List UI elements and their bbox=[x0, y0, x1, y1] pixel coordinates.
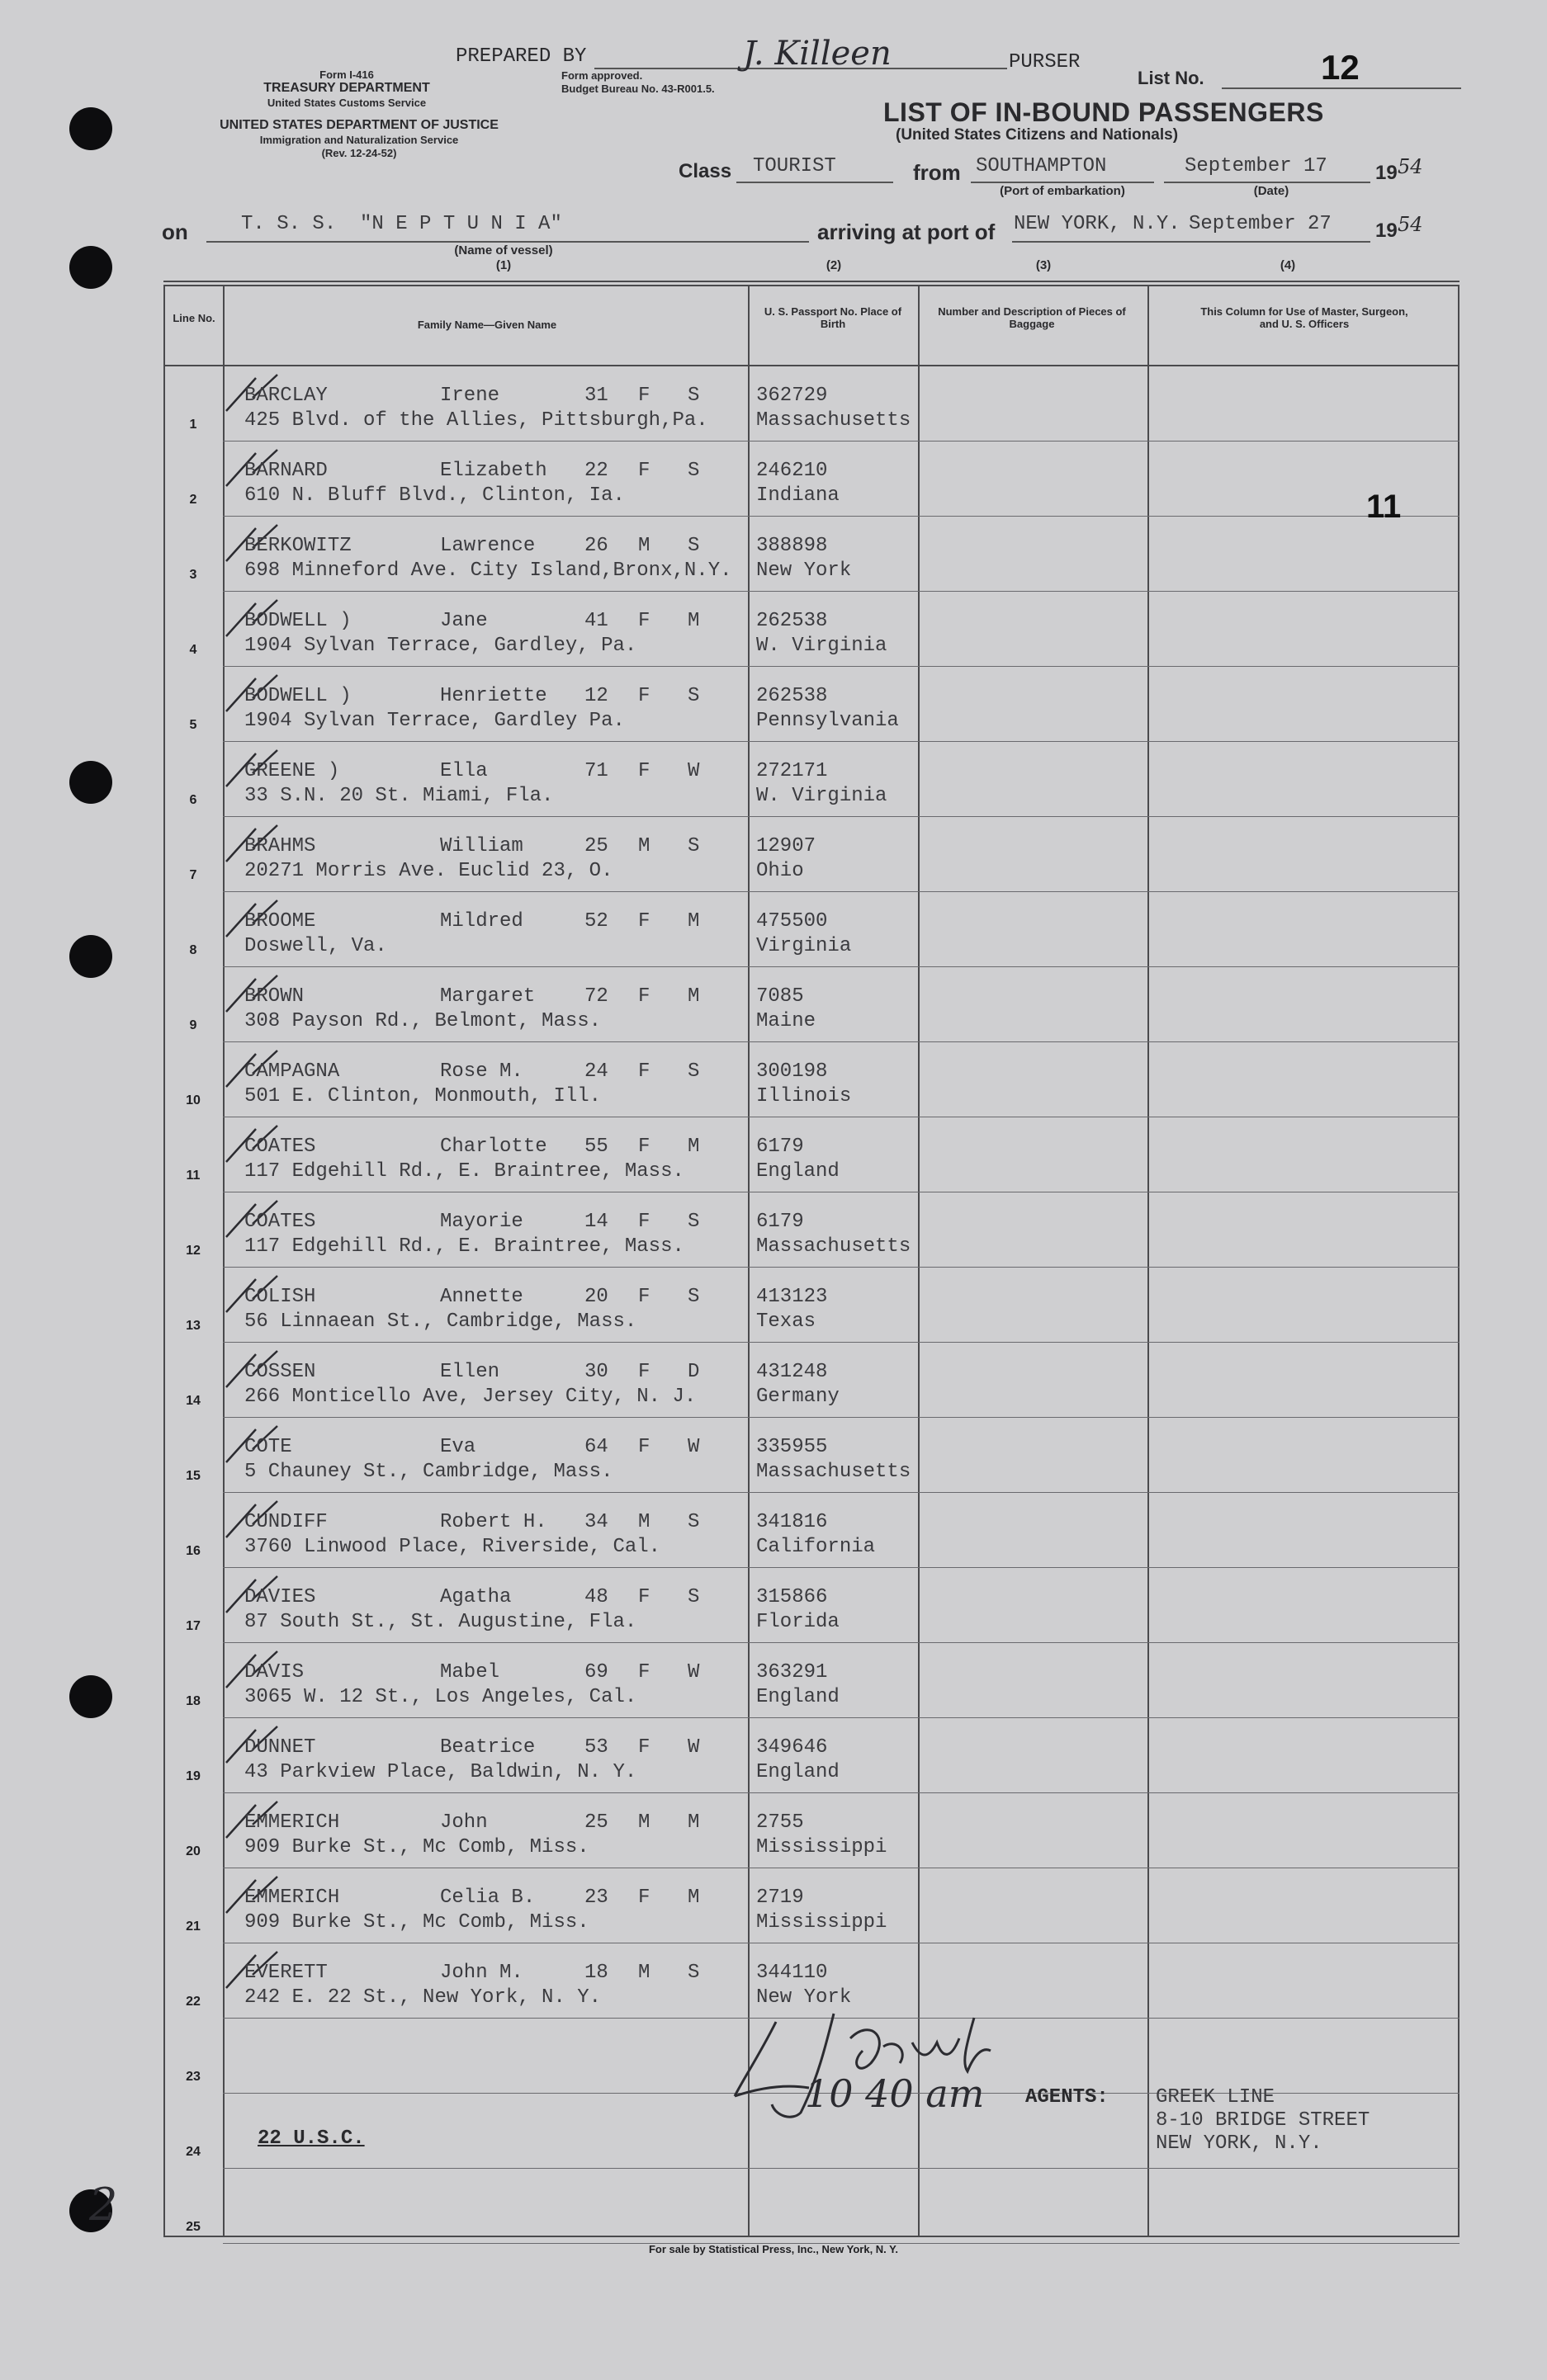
passport-number: 262538 bbox=[756, 685, 828, 707]
family-name: COATES bbox=[244, 1136, 316, 1158]
marital-status: S bbox=[688, 1060, 700, 1083]
caption-2: (2) bbox=[826, 258, 842, 272]
family-name: CUNDIFF bbox=[244, 1511, 328, 1533]
place-of-birth: Maine bbox=[756, 1010, 816, 1032]
caption-4: (4) bbox=[1280, 258, 1296, 272]
age: 52 bbox=[584, 910, 608, 933]
family-name: COSSEN bbox=[244, 1361, 316, 1383]
form-id: Form I-416 bbox=[319, 68, 374, 81]
list-number: 12 bbox=[1321, 48, 1360, 87]
family-name: BARCLAY bbox=[244, 385, 328, 407]
punch-hole bbox=[69, 935, 112, 978]
family-name: DAVIS bbox=[244, 1661, 305, 1683]
address: 501 E. Clinton, Monmouth, Ill. bbox=[244, 1085, 602, 1107]
marital-status: W bbox=[688, 760, 700, 782]
address: 43 Parkview Place, Baldwin, N. Y. bbox=[244, 1761, 637, 1783]
sex: M bbox=[638, 1962, 650, 1984]
sex: F bbox=[638, 685, 650, 707]
treasury-department: TREASURY DEPARTMENT bbox=[263, 81, 430, 95]
age: 12 bbox=[584, 685, 608, 707]
place-of-birth: England bbox=[756, 1761, 840, 1783]
age: 25 bbox=[584, 835, 608, 857]
arriving-label: arriving at port of bbox=[817, 220, 996, 244]
age: 69 bbox=[584, 1661, 608, 1683]
prepared-by-label: PREPARED BY bbox=[456, 45, 587, 68]
embarkation-date: September 17 bbox=[1185, 155, 1327, 177]
table-row bbox=[163, 1643, 1459, 1718]
address: 87 South St., St. Augustine, Fla. bbox=[244, 1611, 637, 1633]
line-number: 5 bbox=[189, 718, 197, 732]
sex: M bbox=[638, 835, 650, 857]
sex: F bbox=[638, 760, 650, 782]
family-name: EVERETT bbox=[244, 1962, 328, 1984]
given-name: John bbox=[440, 1811, 488, 1834]
given-name: Ellen bbox=[440, 1361, 500, 1383]
address: 5 Chauney St., Cambridge, Mass. bbox=[244, 1461, 613, 1483]
address: 3760 Linwood Place, Riverside, Cal. bbox=[244, 1536, 661, 1558]
marital-status: W bbox=[688, 1436, 700, 1458]
address: 698 Minneford Ave. City Island,Bronx,N.Y. bbox=[244, 560, 732, 582]
marital-status: S bbox=[688, 835, 700, 857]
family-name: COTE bbox=[244, 1436, 292, 1458]
sex: F bbox=[638, 910, 650, 933]
table-row bbox=[163, 442, 1459, 517]
table-row bbox=[163, 1343, 1459, 1418]
table-row bbox=[163, 1268, 1459, 1343]
document-title: LIST OF IN-BOUND PASSENGERS bbox=[883, 97, 1324, 127]
place-of-birth: Florida bbox=[756, 1611, 840, 1633]
marital-status: M bbox=[688, 1136, 700, 1158]
punch-hole bbox=[69, 246, 112, 289]
sex: F bbox=[638, 460, 650, 482]
given-name: Mabel bbox=[440, 1661, 500, 1683]
col-header-officers: This Column for Use of Master, Surgeon, and U. S. Officers bbox=[1200, 305, 1408, 330]
marital-status: M bbox=[688, 1887, 700, 1909]
place-of-birth: England bbox=[756, 1160, 840, 1183]
address: 33 S.N. 20 St. Miami, Fla. bbox=[244, 785, 554, 807]
age: 23 bbox=[584, 1887, 608, 1909]
list-no-line bbox=[1222, 87, 1461, 89]
from-label: from bbox=[913, 160, 961, 185]
vessel-line bbox=[206, 241, 809, 243]
age: 31 bbox=[584, 385, 608, 407]
place-of-birth: Massachusetts bbox=[756, 1461, 911, 1483]
immigration-service: Immigration and Naturalization Service bbox=[259, 134, 459, 146]
line-number: 9 bbox=[189, 1018, 197, 1032]
table-row bbox=[163, 366, 1459, 442]
line-number: 4 bbox=[189, 643, 197, 657]
given-name: Margaret bbox=[440, 985, 536, 1008]
place-of-birth: Texas bbox=[756, 1310, 816, 1333]
class-label: Class bbox=[679, 160, 732, 182]
table-row bbox=[163, 1793, 1459, 1868]
age: 26 bbox=[584, 535, 608, 557]
age: 71 bbox=[584, 760, 608, 782]
table-row bbox=[163, 592, 1459, 667]
marital-status: M bbox=[688, 610, 700, 632]
justice-department: UNITED STATES DEPARTMENT OF JUSTICE bbox=[220, 118, 499, 132]
port-of-embarkation: SOUTHAMPTON bbox=[976, 155, 1107, 177]
sex: F bbox=[638, 1586, 650, 1608]
marital-status: S bbox=[688, 535, 700, 557]
passport-number: 300198 bbox=[756, 1060, 828, 1083]
prepared-by-signature: J. Killeen bbox=[743, 35, 892, 73]
given-name: Jane bbox=[440, 610, 488, 632]
sex: F bbox=[638, 985, 650, 1008]
line-number: 10 bbox=[186, 1093, 201, 1107]
line-number: 20 bbox=[186, 1844, 201, 1858]
punch-hole bbox=[69, 107, 112, 150]
marital-status: S bbox=[688, 460, 700, 482]
customs-service: United States Customs Service bbox=[267, 97, 427, 109]
agent-line-3: NEW YORK, N.Y. bbox=[1156, 2132, 1322, 2155]
age: 30 bbox=[584, 1361, 608, 1383]
line-number: 13 bbox=[186, 1319, 201, 1333]
address: 266 Monticello Ave, Jersey City, N. J. bbox=[244, 1386, 697, 1408]
age: 72 bbox=[584, 985, 608, 1008]
place-of-birth: Illinois bbox=[756, 1085, 852, 1107]
age: 48 bbox=[584, 1586, 608, 1608]
arrival-line bbox=[1012, 241, 1370, 243]
table-row bbox=[163, 742, 1459, 817]
passport-number: 12907 bbox=[756, 835, 816, 857]
vessel-caption: (Name of vessel) bbox=[454, 243, 553, 257]
given-name: Robert H. bbox=[440, 1511, 547, 1533]
passport-number: 341816 bbox=[756, 1511, 828, 1533]
marital-status: W bbox=[688, 1661, 700, 1683]
line-number: 25 bbox=[186, 2220, 201, 2234]
family-name: BODWELL ) bbox=[244, 610, 352, 632]
arrival-year-prefix: 19 bbox=[1375, 220, 1398, 242]
caption-3: (3) bbox=[1035, 258, 1052, 272]
line-number: 16 bbox=[186, 1544, 201, 1558]
line-number: 21 bbox=[186, 1920, 201, 1934]
marital-status: S bbox=[688, 1962, 700, 1984]
table-row bbox=[163, 967, 1459, 1042]
given-name: Celia B. bbox=[440, 1887, 536, 1909]
place-of-birth: New York bbox=[756, 560, 852, 582]
given-name: Eva bbox=[440, 1436, 476, 1458]
sex: F bbox=[638, 1361, 650, 1383]
table-row bbox=[163, 667, 1459, 742]
passport-number: 388898 bbox=[756, 535, 828, 557]
table-row bbox=[163, 1493, 1459, 1568]
line-number: 1 bbox=[189, 418, 197, 432]
family-name: BARNARD bbox=[244, 460, 328, 482]
place-of-birth: California bbox=[756, 1536, 876, 1558]
place-of-birth: Ohio bbox=[756, 860, 804, 882]
sex: M bbox=[638, 1811, 650, 1834]
list-no-label: List No. bbox=[1138, 68, 1204, 88]
passport-number: 6179 bbox=[756, 1136, 804, 1158]
family-name: CAMPAGNA bbox=[244, 1060, 340, 1083]
date-line bbox=[1164, 182, 1370, 183]
line-number: 22 bbox=[186, 1995, 201, 2009]
given-name: John M. bbox=[440, 1962, 523, 1984]
passport-number: 2719 bbox=[756, 1887, 804, 1909]
year-suffix: 54 bbox=[1398, 155, 1423, 178]
budget-bureau: Budget Bureau No. 43-R001.5. bbox=[561, 83, 715, 95]
place-of-birth: W. Virginia bbox=[756, 785, 887, 807]
passport-number: 246210 bbox=[756, 460, 828, 482]
table-row bbox=[163, 1568, 1459, 1643]
place-of-birth: England bbox=[756, 1686, 840, 1708]
age: 25 bbox=[584, 1811, 608, 1834]
address: 56 Linnaean St., Cambridge, Mass. bbox=[244, 1310, 637, 1333]
age: 41 bbox=[584, 610, 608, 632]
table-row bbox=[163, 1718, 1459, 1793]
line-number: 18 bbox=[186, 1694, 201, 1708]
age: 55 bbox=[584, 1136, 608, 1158]
sex: M bbox=[638, 1511, 650, 1533]
family-name: COATES bbox=[244, 1211, 316, 1233]
age: 14 bbox=[584, 1211, 608, 1233]
agent-line-1: GREEK LINE bbox=[1156, 2086, 1275, 2108]
address: Doswell, Va. bbox=[244, 935, 387, 957]
age: 64 bbox=[584, 1436, 608, 1458]
table-row bbox=[163, 2169, 1459, 2244]
col-header-line-no: Line No. bbox=[173, 312, 215, 324]
passport-number: 344110 bbox=[756, 1962, 828, 1984]
marital-status: M bbox=[688, 985, 700, 1008]
from-line bbox=[971, 182, 1154, 183]
address: 610 N. Bluff Blvd., Clinton, Ia. bbox=[244, 484, 625, 507]
arrival-date: September 27 bbox=[1189, 213, 1332, 235]
punch-hole bbox=[69, 761, 112, 804]
punch-hole bbox=[69, 1675, 112, 1718]
given-name: Beatrice bbox=[440, 1736, 536, 1759]
table-row bbox=[163, 1117, 1459, 1192]
address: 242 E. 22 St., New York, N. Y. bbox=[244, 1986, 602, 2009]
officer-mark: 11 bbox=[1366, 489, 1402, 525]
usc-note: 22 U.S.C. bbox=[258, 2127, 365, 2150]
passport-number: 363291 bbox=[756, 1661, 828, 1683]
given-name: Henriette bbox=[440, 685, 547, 707]
address: 308 Payson Rd., Belmont, Mass. bbox=[244, 1010, 602, 1032]
marital-status: W bbox=[688, 1736, 700, 1759]
passport-number: 262538 bbox=[756, 610, 828, 632]
passport-number: 475500 bbox=[756, 910, 828, 933]
date-caption: (Date) bbox=[1253, 184, 1289, 198]
passport-number: 2755 bbox=[756, 1811, 804, 1834]
table-row bbox=[163, 1192, 1459, 1268]
marital-status: S bbox=[688, 685, 700, 707]
marital-status: S bbox=[688, 1211, 700, 1233]
table-row bbox=[163, 892, 1459, 967]
family-name: BODWELL ) bbox=[244, 685, 352, 707]
table-row bbox=[163, 817, 1459, 892]
address: 909 Burke St., Mc Comb, Miss. bbox=[244, 1911, 589, 1934]
family-name: GREENE ) bbox=[244, 760, 340, 782]
arrival-port: NEW YORK, N.Y. bbox=[1014, 213, 1180, 235]
family-name: COLISH bbox=[244, 1286, 316, 1308]
family-name: BROOME bbox=[244, 910, 316, 933]
table-row bbox=[163, 517, 1459, 592]
passport-number: 6179 bbox=[756, 1211, 804, 1233]
family-name: DAVIES bbox=[244, 1586, 316, 1608]
year-prefix: 19 bbox=[1375, 162, 1398, 184]
place-of-birth: Germany bbox=[756, 1386, 840, 1408]
place-of-birth: Mississippi bbox=[756, 1836, 887, 1858]
sex: F bbox=[638, 385, 650, 407]
passport-number: 7085 bbox=[756, 985, 804, 1008]
footer-imprint: For sale by Statistical Press, Inc., New York, N. Y. bbox=[648, 2243, 899, 2255]
marital-status: M bbox=[688, 910, 700, 933]
sex: F bbox=[638, 1436, 650, 1458]
purser-label: PURSER bbox=[1009, 51, 1081, 73]
address: 1904 Sylvan Terrace, Gardley Pa. bbox=[244, 710, 625, 732]
sex: F bbox=[638, 1661, 650, 1683]
passport-number: 335955 bbox=[756, 1436, 828, 1458]
given-name: Ella bbox=[440, 760, 488, 782]
marital-status: S bbox=[688, 385, 700, 407]
family-name: BERKOWITZ bbox=[244, 535, 352, 557]
given-name: Lawrence bbox=[440, 535, 536, 557]
marital-status: M bbox=[688, 1811, 700, 1834]
family-name: DUNNET bbox=[244, 1736, 316, 1759]
given-name: Charlotte bbox=[440, 1136, 547, 1158]
sex: F bbox=[638, 1136, 650, 1158]
address: 117 Edgehill Rd., E. Braintree, Mass. bbox=[244, 1235, 684, 1258]
col-header-name: Family Name—Given Name bbox=[417, 319, 557, 331]
class-value: TOURIST bbox=[753, 155, 836, 177]
document-subtitle: (United States Citizens and Nationals) bbox=[896, 126, 1179, 144]
line-number: 2 bbox=[189, 493, 197, 507]
line-number: 14 bbox=[186, 1394, 201, 1408]
table-row bbox=[163, 1868, 1459, 1943]
place-of-birth: Mississippi bbox=[756, 1911, 887, 1934]
sex: F bbox=[638, 1211, 650, 1233]
line-number: 7 bbox=[189, 868, 197, 882]
passport-number: 315866 bbox=[756, 1586, 828, 1608]
passport-number: 362729 bbox=[756, 385, 828, 407]
table-row bbox=[163, 1418, 1459, 1493]
age: 20 bbox=[584, 1286, 608, 1308]
vessel-name: T. S. S. "N E P T U N I A" bbox=[241, 213, 562, 235]
line-number: 11 bbox=[186, 1169, 201, 1183]
table-top-rule bbox=[163, 281, 1459, 282]
sex: F bbox=[638, 1887, 650, 1909]
port-caption: (Port of embarkation) bbox=[1000, 184, 1125, 198]
address: 1904 Sylvan Terrace, Gardley, Pa. bbox=[244, 635, 637, 657]
place-of-birth: New York bbox=[756, 1986, 852, 2009]
line-number: 15 bbox=[186, 1469, 201, 1483]
address: 20271 Morris Ave. Euclid 23, O. bbox=[244, 860, 613, 882]
agent-line-2: 8-10 BRIDGE STREET bbox=[1156, 2109, 1370, 2132]
line-number: 8 bbox=[189, 943, 197, 957]
given-name: Mildred bbox=[440, 910, 523, 933]
line-number: 6 bbox=[189, 793, 197, 807]
sex: M bbox=[638, 535, 650, 557]
line-number: 12 bbox=[186, 1244, 201, 1258]
form-approved: Form approved. bbox=[561, 69, 643, 82]
family-name: EMMERICH bbox=[244, 1887, 340, 1909]
place-of-birth: Virginia bbox=[756, 935, 852, 957]
address: 425 Blvd. of the Allies, Pittsburgh,Pa. bbox=[244, 409, 708, 432]
class-line bbox=[736, 182, 893, 183]
sex: F bbox=[638, 1060, 650, 1083]
given-name: Mayorie bbox=[440, 1211, 523, 1233]
passport-number: 272171 bbox=[756, 760, 828, 782]
place-of-birth: W. Virginia bbox=[756, 635, 887, 657]
margin-mark: 2 bbox=[89, 2179, 118, 2231]
time-note: 10 40 am bbox=[805, 2071, 985, 2116]
place-of-birth: Massachusetts bbox=[756, 1235, 911, 1258]
col-header-passport: U. S. Passport No. Place of Birth bbox=[764, 305, 902, 330]
line-number: 19 bbox=[186, 1769, 201, 1783]
marital-status: S bbox=[688, 1511, 700, 1533]
passport-number: 431248 bbox=[756, 1361, 828, 1383]
address: 117 Edgehill Rd., E. Braintree, Mass. bbox=[244, 1160, 684, 1183]
age: 18 bbox=[584, 1962, 608, 1984]
family-name: BROWN bbox=[244, 985, 305, 1008]
given-name: Rose M. bbox=[440, 1060, 523, 1083]
marital-status: D bbox=[688, 1361, 700, 1383]
passport-number: 413123 bbox=[756, 1286, 828, 1308]
line-number: 24 bbox=[186, 2145, 201, 2159]
age: 34 bbox=[584, 1511, 608, 1533]
col-header-baggage: Number and Description of Pieces of Baggage bbox=[938, 305, 1126, 330]
passport-number: 349646 bbox=[756, 1736, 828, 1759]
line-number: 3 bbox=[189, 568, 197, 582]
age: 24 bbox=[584, 1060, 608, 1083]
given-name: Irene bbox=[440, 385, 500, 407]
place-of-birth: Massachusetts bbox=[756, 409, 911, 432]
sex: F bbox=[638, 1736, 650, 1759]
marital-status: S bbox=[688, 1586, 700, 1608]
line-number: 17 bbox=[186, 1619, 201, 1633]
marital-status: S bbox=[688, 1286, 700, 1308]
address: 3065 W. 12 St., Los Angeles, Cal. bbox=[244, 1686, 637, 1708]
sex: F bbox=[638, 1286, 650, 1308]
age: 22 bbox=[584, 460, 608, 482]
family-name: EMMERICH bbox=[244, 1811, 340, 1834]
given-name: William bbox=[440, 835, 523, 857]
given-name: Elizabeth bbox=[440, 460, 547, 482]
agents-label: AGENTS: bbox=[1025, 2086, 1109, 2108]
caption-1: (1) bbox=[495, 258, 512, 272]
on-label: on bbox=[162, 220, 188, 244]
family-name: BRAHMS bbox=[244, 835, 316, 857]
given-name: Agatha bbox=[440, 1586, 512, 1608]
given-name: Annette bbox=[440, 1286, 523, 1308]
place-of-birth: Pennsylvania bbox=[756, 710, 899, 732]
line-number: 23 bbox=[186, 2070, 201, 2084]
address: 909 Burke St., Mc Comb, Miss. bbox=[244, 1836, 589, 1858]
sex: F bbox=[638, 610, 650, 632]
arrival-year-suffix: 54 bbox=[1398, 213, 1423, 236]
table-row bbox=[163, 1042, 1459, 1117]
revision-date: (Rev. 12-24-52) bbox=[321, 147, 397, 159]
age: 53 bbox=[584, 1736, 608, 1759]
place-of-birth: Indiana bbox=[756, 484, 840, 507]
